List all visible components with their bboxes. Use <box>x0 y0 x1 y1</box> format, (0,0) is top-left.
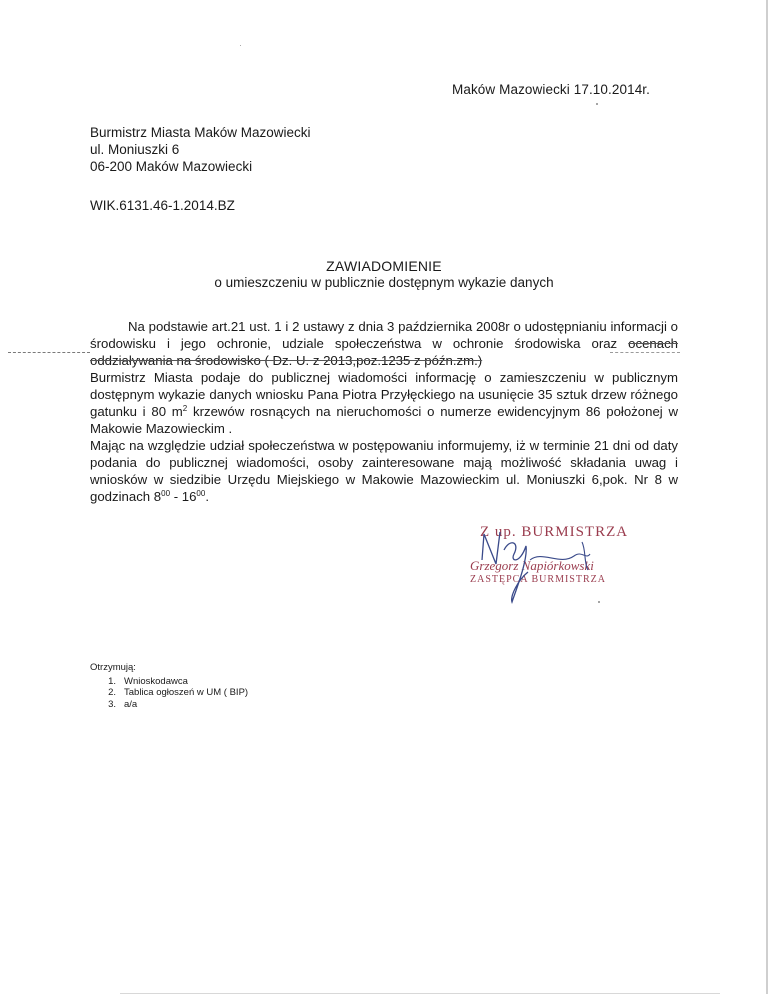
list-item-number: 2. <box>108 687 116 698</box>
notice-body <box>90 318 678 505</box>
paragraph-text: Mając na względzie udział społeczeństwa w postępowaniu informujemy, iż w terminie 21 dni od daty podania do publicznej wiadomości, osoby zainteresowane mają możliwość składania uwag i wniosków w siedzibie Urzędu Miejskiego w Makowie Mazowieckim ul. Moniuszki 6,pok. Nr 8 w godzinach 8 <box>90 438 678 504</box>
official-stamp <box>470 520 630 610</box>
list-item-text: Tablica ogłoszeń w UM ( BIP) <box>124 687 249 698</box>
superscript: 00 <box>196 489 206 498</box>
scan-speck <box>596 103 598 105</box>
sender-line-street: ul. Moniuszki 6 <box>90 142 180 157</box>
document-subtitle: o umieszczeniu w publicznie dostępnym wykazie danych <box>214 275 554 290</box>
recipients-heading: Otrzymują: <box>90 662 136 673</box>
sender-line-city: 06-200 Maków Mazowiecki <box>90 159 253 174</box>
paragraph-information <box>90 369 678 437</box>
scan-speck <box>240 45 241 46</box>
scan-artifact-line <box>8 352 90 353</box>
list-item <box>90 687 248 699</box>
paragraph-legal-basis <box>90 318 678 369</box>
list-item-text: Wnioskodawca <box>124 675 188 687</box>
superscript: 00 <box>161 489 171 498</box>
list-item <box>90 676 248 688</box>
list-item-number: 1. <box>108 675 116 687</box>
superscript: 2 <box>182 404 188 413</box>
recipients-section <box>90 662 248 710</box>
title-block <box>90 258 678 290</box>
paragraph-consultation <box>90 437 678 505</box>
stamp-line-name: Grzegorz Napiórkowski <box>470 558 594 573</box>
stamp-line-authority: Z up. BURMISTRZA <box>480 524 629 540</box>
list-item <box>90 699 248 711</box>
reference-number: WIK.6131.46-1.2014.BZ <box>90 198 235 213</box>
place-date: Maków Mazowiecki 17.10.2014r. <box>452 82 650 97</box>
recipients-list <box>90 676 248 711</box>
list-item-text: a/a <box>124 698 138 710</box>
scan-speck <box>598 601 600 603</box>
sender-address <box>90 124 311 175</box>
document-title: ZAWIADOMIENIE <box>326 258 442 274</box>
paragraph-text: Burmistrz Miasta podaje do publicznej wiadomości informację o zamieszczeniu w publicznym dostępnym wykazie danych wniosku Pana Piotra Przyłęckiego na usunięcie 35 sztuk drzew różnego gatunku i 80 m <box>90 370 678 419</box>
paragraph-text: - 16 <box>170 489 197 504</box>
handwritten-signature <box>470 520 630 610</box>
paragraph-text: . <box>205 489 209 504</box>
sender-line-name: Burmistrz Miasta Maków Mazowiecki <box>90 125 311 140</box>
paragraph-text: krzewów rosnących na nieruchomości o numerze ewidencyjnym 86 położonej w Makowie Mazowieckim . <box>90 404 678 436</box>
stamp-line-position: ZASTĘPCA BURMISTRZA <box>470 574 606 585</box>
list-item-number: 3. <box>108 698 116 710</box>
paragraph-text: Na podstawie art.21 ust. 1 i 2 ustawy z dnia 3 października 2008r o udostępnianiu informacji o środowisku i jego ochronie, udziale społeczeństwa w ochronie środowiska oraz <box>90 319 678 351</box>
struck-text: ocenach oddziaływania na środowisko ( Dz. U. z 2013,poz.1235 z późn.zm.) <box>90 336 678 368</box>
